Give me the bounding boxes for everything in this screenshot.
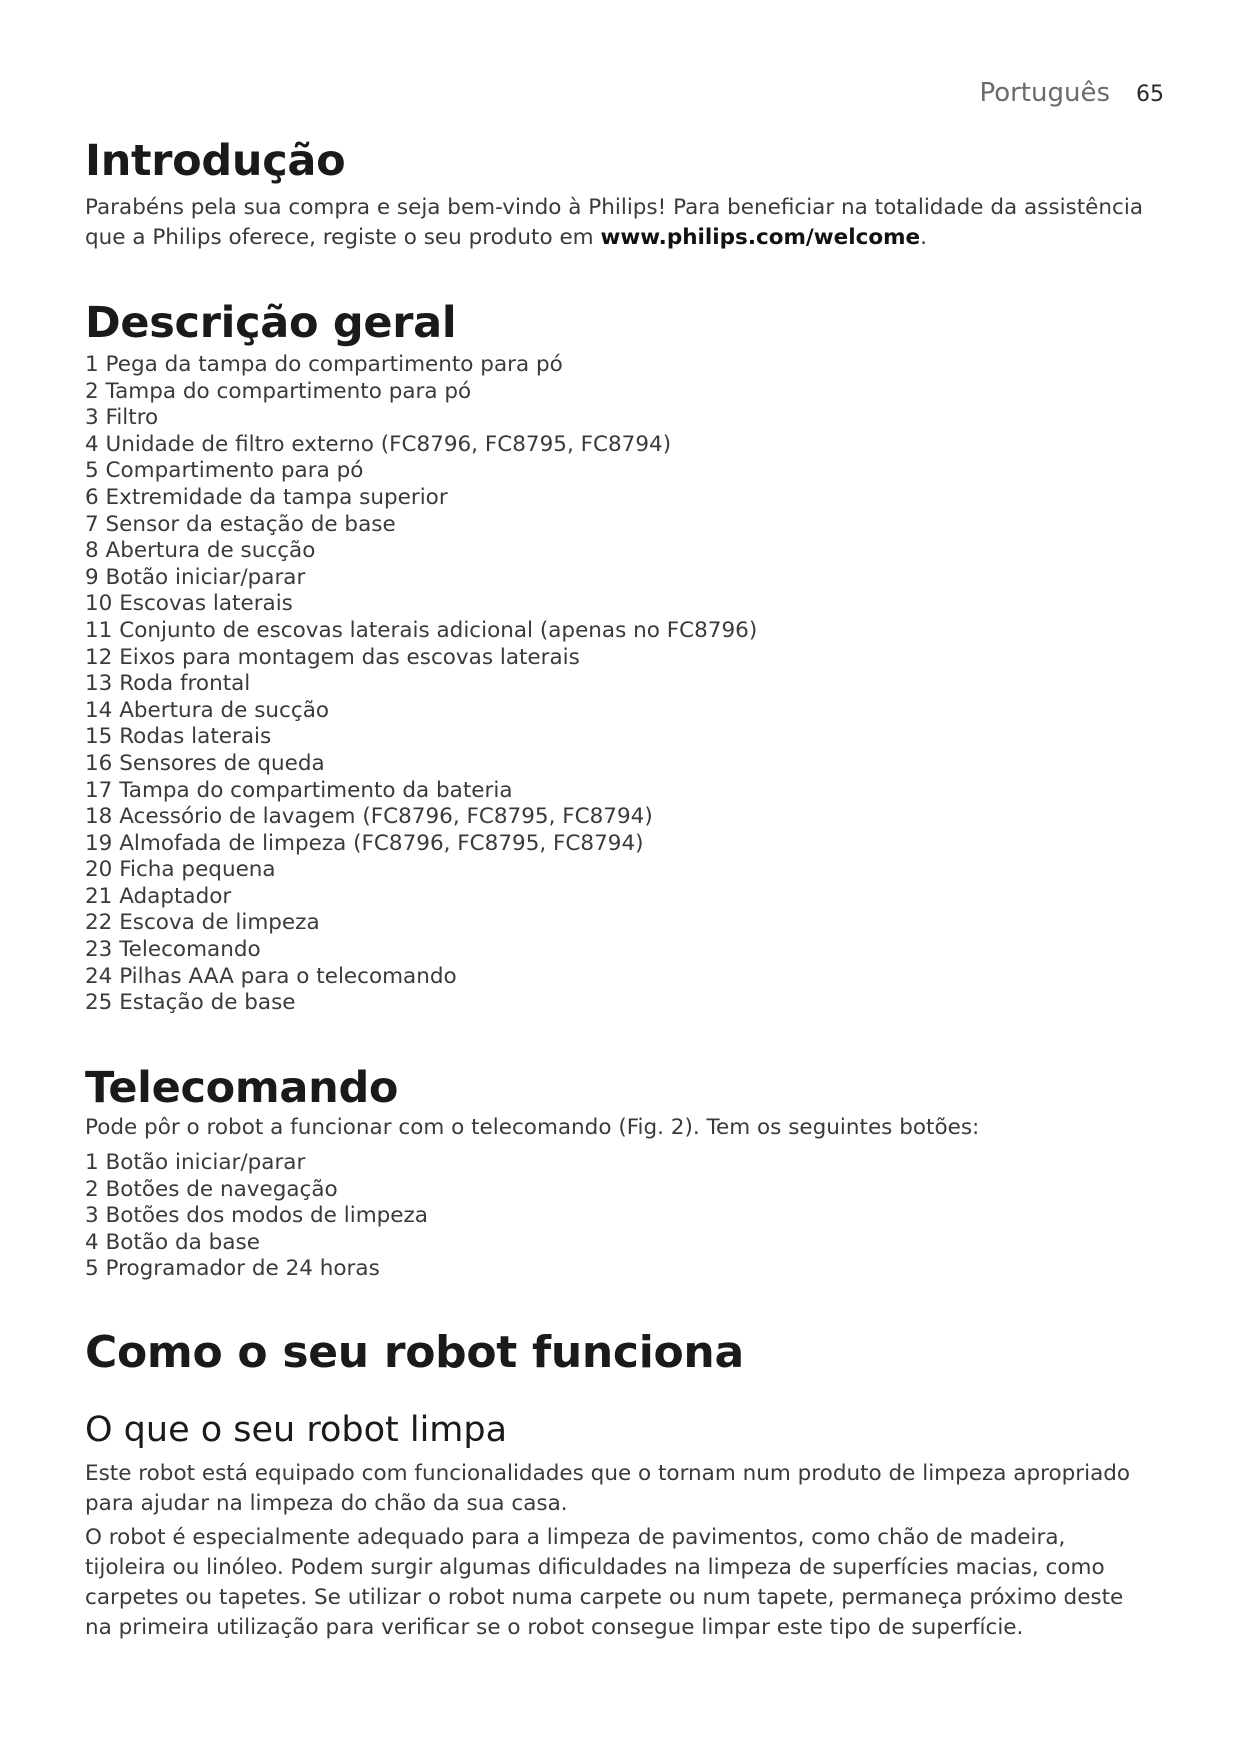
list-item: 16 Sensores de queda xyxy=(85,750,325,776)
remote-list xyxy=(85,1150,428,1283)
intro-text: Parabéns pela sua compra e seja bem-vindo à Philips! Para beneficiar na totalidade da assistência que a Philips oferece, registe o seu produto em xyxy=(85,195,1143,250)
how-paragraph-1: Este robot está equipado com funcionalidades que o tornam num produto de limpeza apropriado para ajudar na limpeza do chão da sua casa. xyxy=(85,1461,1131,1516)
list-item: 1 Pega da tampa do compartimento para pó xyxy=(85,352,563,377)
list-item: 3 Filtro xyxy=(85,405,159,431)
list-item: 12 Eixos para montagem das escovas laterais xyxy=(85,644,580,670)
list-item: 13 Roda frontal xyxy=(85,671,251,697)
list-item: 2 Botões de navegação xyxy=(85,1176,338,1202)
how-it-works-heading: Como o seu robot funciona xyxy=(85,1327,744,1378)
list-item: 4 Unidade de filtro externo (FC8796, FC8795, FC8794) xyxy=(85,431,672,457)
list-item: 24 Pilhas AAA para o telecomando xyxy=(85,963,457,989)
how-paragraph-2: O robot é especialmente adequado para a limpeza de pavimentos, como chão de madeira, tijoleira ou linóleo. Podem surgir algumas dificuldades na limpeza de superfícies macias, como carpetes ou tapetes. Se utilizar o robot numa carpete ou num tapete, permaneça próximo deste na primeira utilização para verificar se o robot consegue limpar este tipo de superfície. xyxy=(85,1525,1124,1640)
list-item: 21 Adaptador xyxy=(85,883,232,909)
list-item: 5 Programador de 24 horas xyxy=(85,1256,380,1282)
list-item: 1 Botão iniciar/parar xyxy=(85,1150,306,1175)
list-item: 6 Extremidade da tampa superior xyxy=(85,484,448,510)
list-item: 2 Tampa do compartimento para pó xyxy=(85,378,472,404)
overview-list xyxy=(85,352,757,1017)
list-item: 5 Compartimento para pó xyxy=(85,458,364,484)
what-it-cleans-heading: O que o seu robot limpa xyxy=(85,1410,508,1450)
page-header xyxy=(979,78,1164,108)
list-item: 15 Rodas laterais xyxy=(85,724,272,750)
intro-heading: Introdução xyxy=(85,136,346,186)
list-item: 18 Acessório de lavagem (FC8796, FC8795, FC8794) xyxy=(85,804,653,830)
list-item: 7 Sensor da estação de base xyxy=(85,511,396,537)
overview-heading: Descrição geral xyxy=(85,298,457,348)
remote-paragraph: Pode pôr o robot a funcionar com o telecomando (Fig. 2). Tem os seguintes botões: xyxy=(85,1115,980,1140)
list-item: 25 Estação de base xyxy=(85,990,296,1016)
how-text-block xyxy=(85,1459,1145,1643)
list-item: 20 Ficha pequena xyxy=(85,857,276,883)
intro-paragraph xyxy=(85,193,1145,253)
list-item: 10 Escovas laterais xyxy=(85,591,293,617)
list-item: 3 Botões dos modos de limpeza xyxy=(85,1203,428,1229)
remote-heading: Telecomando xyxy=(85,1063,399,1113)
list-item: 19 Almofada de limpeza (FC8796, FC8795, FC8794) xyxy=(85,830,644,856)
page-number: 65 xyxy=(1136,82,1164,107)
list-item: 17 Tampa do compartimento da bateria xyxy=(85,777,513,803)
welcome-link[interactable]: www.philips.com/welcome xyxy=(600,225,921,250)
list-item: 11 Conjunto de escovas laterais adicional (apenas no FC8796) xyxy=(85,617,758,643)
list-item: 8 Abertura de sucção xyxy=(85,538,316,564)
intro-suffix: . xyxy=(920,225,927,250)
list-item: 4 Botão da base xyxy=(85,1229,260,1255)
list-item: 14 Abertura de sucção xyxy=(85,697,330,723)
list-item: 23 Telecomando xyxy=(85,937,261,963)
list-item: 22 Escova de limpeza xyxy=(85,910,320,936)
list-item: 9 Botão iniciar/parar xyxy=(85,564,306,590)
language-label: Português xyxy=(979,78,1110,108)
